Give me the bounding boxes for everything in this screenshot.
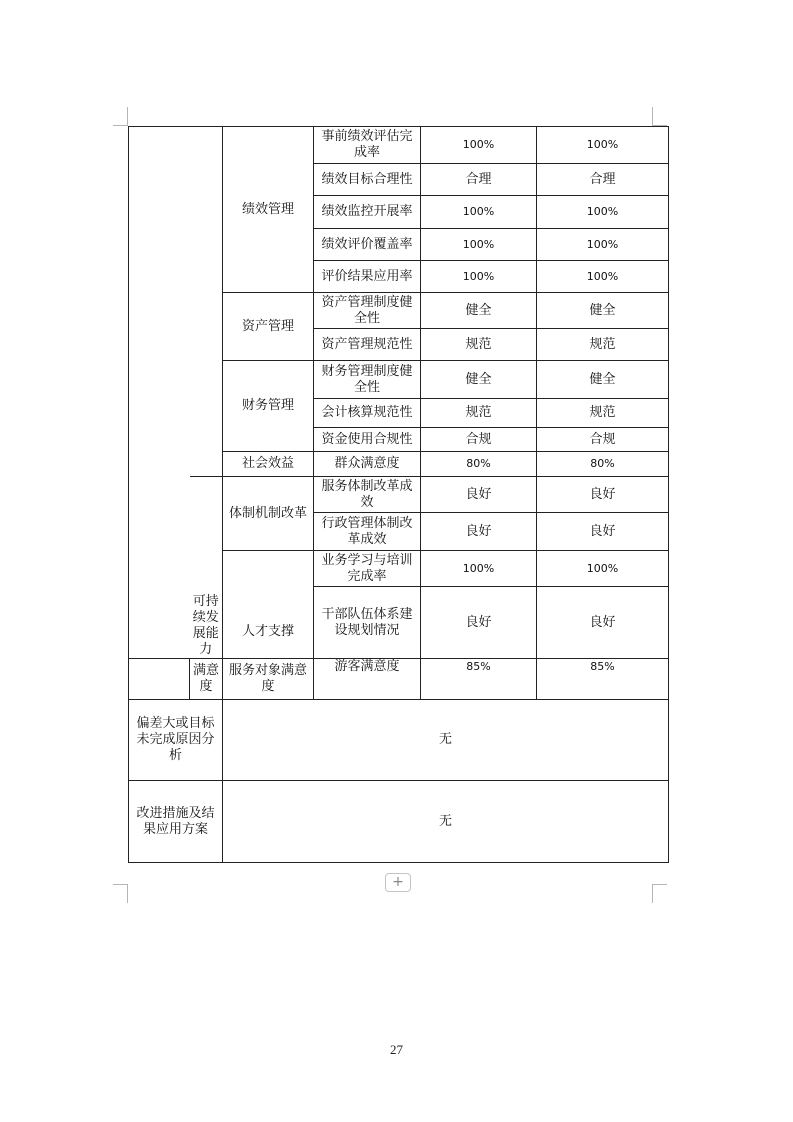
table-row	[129, 700, 669, 781]
actual-value-cell: 80%	[537, 452, 669, 477]
indicator-cell: 业务学习与培训完成率	[314, 551, 421, 587]
target-value-cell: 良好	[421, 587, 537, 659]
actual-value-cell: 100%	[537, 127, 669, 164]
group-cell: 资产管理	[223, 293, 314, 361]
actual-value-cell: 100%	[537, 196, 669, 229]
target-value-cell: 规范	[421, 329, 537, 361]
actual-value-cell: 85%	[537, 659, 669, 700]
actual-value-cell: 合理	[537, 164, 669, 196]
group-cell: 人才支撑	[223, 551, 314, 659]
target-value-cell: 80%	[421, 452, 537, 477]
actual-value-cell: 100%	[537, 551, 669, 587]
indicator-cell: 资产管理制度健全性	[314, 293, 421, 329]
indicator-cell: 游客满意度	[314, 659, 421, 700]
page-number: 27	[390, 1042, 403, 1057]
group-cell: 绩效管理	[223, 127, 314, 293]
table-row	[129, 781, 669, 863]
target-value-cell: 健全	[421, 293, 537, 329]
target-value-cell: 100%	[421, 196, 537, 229]
actual-value-cell: 健全	[537, 293, 669, 329]
indicator-cell: 行政管理体制改革成效	[314, 513, 421, 551]
table-row	[129, 127, 669, 164]
indicator-cell: 资产管理规范性	[314, 329, 421, 361]
actual-value-cell: 100%	[537, 261, 669, 293]
deviation-value: 无	[223, 700, 669, 781]
actual-value-cell: 100%	[537, 229, 669, 261]
actual-value-cell: 良好	[537, 587, 669, 659]
indicator-cell: 绩效评价覆盖率	[314, 229, 421, 261]
improvement-value: 无	[223, 781, 669, 863]
indicator-cell: 绩效监控开展率	[314, 196, 421, 229]
improvement-label: 改进措施及结果应用方案	[129, 781, 223, 863]
target-value-cell: 合理	[421, 164, 537, 196]
target-value-cell: 合规	[421, 428, 537, 452]
actual-value-cell: 良好	[537, 477, 669, 513]
category-cell: 可持续发展能力	[190, 477, 223, 659]
crop-mark-top-right	[652, 107, 667, 126]
target-value-cell: 100%	[421, 261, 537, 293]
group-cell: 体制机制改革	[223, 477, 314, 551]
actual-value-cell: 良好	[537, 513, 669, 551]
target-value-cell: 100%	[421, 229, 537, 261]
category-cell-empty	[129, 127, 190, 659]
performance-table	[128, 126, 669, 863]
target-value-cell: 100%	[421, 551, 537, 587]
group-cell: 服务对象满意度	[223, 659, 314, 700]
deviation-label: 偏差大或目标未完成原因分析	[129, 700, 223, 781]
group-cell: 社会效益	[223, 452, 314, 477]
actual-value-cell: 健全	[537, 361, 669, 399]
crop-mark-bottom-left	[113, 884, 128, 903]
target-value-cell: 良好	[421, 477, 537, 513]
target-value-cell: 良好	[421, 513, 537, 551]
indicator-cell: 资金使用合规性	[314, 428, 421, 452]
indicator-cell: 财务管理制度健全性	[314, 361, 421, 399]
target-value-cell: 规范	[421, 399, 537, 428]
indicator-cell: 绩效目标合理性	[314, 164, 421, 196]
crop-mark-bottom-right	[652, 884, 667, 903]
category-cell-empty	[190, 127, 223, 477]
table-row	[129, 477, 669, 513]
crop-mark-top-left	[113, 107, 128, 126]
indicator-cell: 会计核算规范性	[314, 399, 421, 428]
indicator-cell: 服务体制改革成效	[314, 477, 421, 513]
indicator-cell: 干部队伍体系建设规划情况	[314, 587, 421, 659]
category-cell-empty	[129, 659, 190, 700]
indicator-cell: 事前绩效评估完成率	[314, 127, 421, 164]
table-row	[129, 659, 669, 700]
target-value-cell: 健全	[421, 361, 537, 399]
indicator-cell: 群众满意度	[314, 452, 421, 477]
category-cell: 满意度	[190, 659, 223, 700]
actual-value-cell: 规范	[537, 329, 669, 361]
add-row-button[interactable]: +	[385, 873, 411, 892]
actual-value-cell: 合规	[537, 428, 669, 452]
target-value-cell: 85%	[421, 659, 537, 700]
group-cell: 财务管理	[223, 361, 314, 452]
indicator-cell: 评价结果应用率	[314, 261, 421, 293]
actual-value-cell: 规范	[537, 399, 669, 428]
target-value-cell: 100%	[421, 127, 537, 164]
